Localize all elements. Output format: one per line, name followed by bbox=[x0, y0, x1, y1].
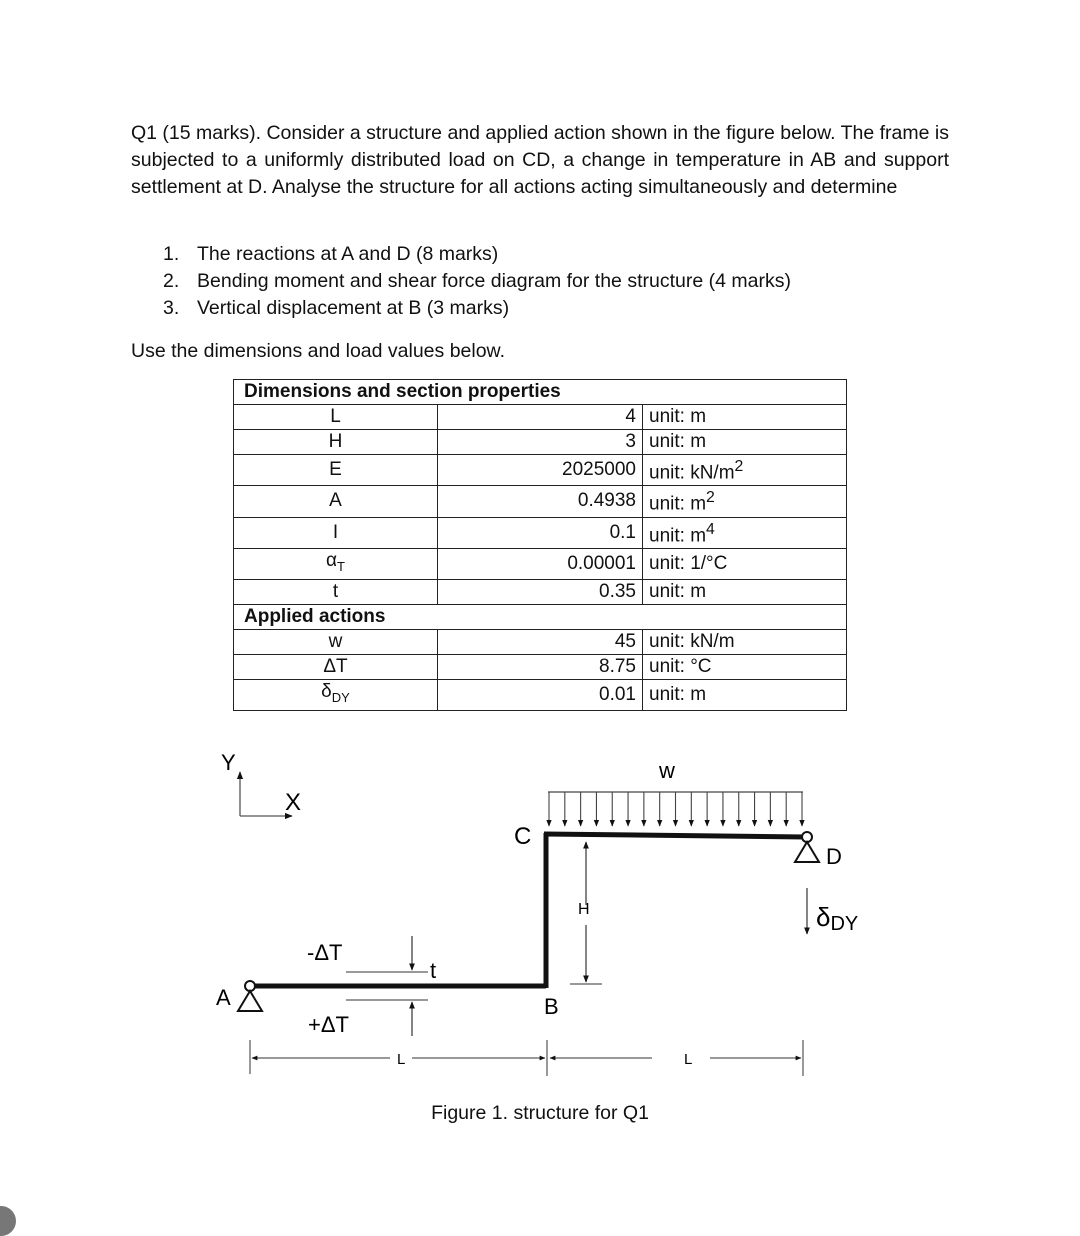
symbol-text: α bbox=[326, 549, 338, 571]
unit-cell bbox=[643, 455, 847, 486]
pin-support-d bbox=[795, 832, 842, 869]
height-dimension bbox=[570, 842, 602, 984]
task-item bbox=[163, 268, 791, 295]
symbol-cell: ΔT bbox=[234, 654, 438, 679]
symbol-cell: A bbox=[234, 486, 438, 517]
node-b-label: B bbox=[544, 994, 559, 1019]
symbol-subscript: DY bbox=[331, 689, 350, 705]
actions-heading: Applied actions bbox=[234, 604, 847, 629]
node-d-label: D bbox=[826, 844, 842, 869]
table-section-row bbox=[234, 604, 847, 629]
figure-caption-text: Figure 1. structure for Q1 bbox=[431, 1102, 649, 1124]
unit-exponent: 2 bbox=[706, 489, 715, 507]
table-row bbox=[234, 679, 847, 710]
settlement-subscript: DY bbox=[830, 913, 859, 935]
height-label: H bbox=[578, 901, 590, 918]
unit-cell: unit: °C bbox=[643, 654, 847, 679]
value-cell: 2025000 bbox=[438, 455, 643, 486]
settlement-label bbox=[816, 902, 858, 935]
pin-d-triangle bbox=[795, 842, 819, 862]
symbol-cell: H bbox=[234, 430, 438, 455]
node-a-label: A bbox=[216, 985, 231, 1010]
minus-delta-t-label: -ΔT bbox=[307, 940, 343, 965]
pin-a-triangle bbox=[238, 991, 262, 1011]
page-corner-decoration bbox=[0, 1206, 16, 1236]
table-row bbox=[234, 430, 847, 455]
member-cd bbox=[544, 834, 805, 837]
thickness-label: t bbox=[430, 958, 437, 983]
settlement-symbol: δ bbox=[816, 902, 831, 932]
span2-label: L bbox=[684, 1051, 693, 1068]
table-row bbox=[234, 548, 847, 579]
unit-exponent: 4 bbox=[706, 520, 715, 538]
table-row bbox=[234, 517, 847, 548]
plus-delta-t-label: +ΔT bbox=[308, 1012, 349, 1037]
task-list bbox=[163, 241, 791, 322]
load-w-label: w bbox=[659, 758, 675, 783]
unit-cell bbox=[643, 517, 847, 548]
use-values-text: Use the dimensions and load values below. bbox=[131, 340, 505, 362]
symbol-text: δ bbox=[321, 680, 332, 702]
value-cell: 0.35 bbox=[438, 579, 643, 604]
unit-cell bbox=[643, 486, 847, 517]
symbol-cell: L bbox=[234, 405, 438, 430]
table-section-row bbox=[234, 380, 847, 405]
unit-text: unit: m bbox=[649, 493, 707, 515]
symbol-cell bbox=[234, 679, 438, 710]
table-row bbox=[234, 654, 847, 679]
value-cell: 3 bbox=[438, 430, 643, 455]
structure-figure bbox=[0, 730, 1080, 1100]
settlement-indicator bbox=[807, 888, 858, 935]
symbol-cell: I bbox=[234, 517, 438, 548]
task-number: 3. bbox=[163, 297, 180, 319]
symbol-cell: w bbox=[234, 629, 438, 654]
axis-y-label: Y bbox=[221, 750, 236, 775]
figure-caption bbox=[0, 1102, 1080, 1125]
span-dimensions bbox=[250, 1040, 803, 1076]
table-row bbox=[234, 579, 847, 604]
table-row bbox=[234, 405, 847, 430]
value-cell: 8.75 bbox=[438, 654, 643, 679]
unit-text: unit: kN/m bbox=[649, 462, 735, 484]
symbol-cell: E bbox=[234, 455, 438, 486]
task-text: Bending moment and shear force diagram for the structure (4 marks) bbox=[197, 270, 791, 292]
properties-table bbox=[233, 379, 847, 711]
unit-cell: unit: m bbox=[643, 679, 847, 710]
unit-cell: unit: 1/°C bbox=[643, 548, 847, 579]
symbol-cell bbox=[234, 548, 438, 579]
unit-cell: unit: m bbox=[643, 579, 847, 604]
task-item bbox=[163, 241, 791, 268]
value-cell: 0.00001 bbox=[438, 548, 643, 579]
symbol-cell: t bbox=[234, 579, 438, 604]
node-c-label: C bbox=[514, 823, 532, 850]
unit-cell: unit: m bbox=[643, 430, 847, 455]
axis-x-label: X bbox=[285, 789, 302, 816]
value-cell: 0.01 bbox=[438, 679, 643, 710]
question-intro: Q1 (15 marks). Consider a structure and applied action shown in the figure below. The frame is subjected to a uniformly distributed load on CD, a change in temperature in AB and support settlement at D. Analyse the structure for all actions acting simultaneously and determine bbox=[131, 122, 949, 198]
span1-label: L bbox=[397, 1051, 406, 1068]
value-cell: 4 bbox=[438, 405, 643, 430]
value-cell: 0.1 bbox=[438, 517, 643, 548]
task-item bbox=[163, 295, 791, 322]
dimensions-heading: Dimensions and section properties bbox=[234, 380, 847, 405]
value-cell: 45 bbox=[438, 629, 643, 654]
task-number: 2. bbox=[163, 270, 180, 292]
pin-support-a bbox=[216, 981, 262, 1011]
table-row bbox=[234, 486, 847, 517]
unit-text: unit: m bbox=[649, 524, 707, 546]
global-axes bbox=[221, 750, 301, 816]
task-text: Vertical displacement at B (3 marks) bbox=[197, 297, 510, 319]
task-text: The reactions at A and D (8 marks) bbox=[197, 243, 499, 265]
load-arrows bbox=[549, 792, 802, 826]
table-row bbox=[234, 455, 847, 486]
unit-exponent: 2 bbox=[734, 458, 744, 475]
symbol-subscript: T bbox=[337, 558, 345, 574]
value-cell: 0.4938 bbox=[438, 486, 643, 517]
unit-cell: unit: kN/m bbox=[643, 629, 847, 654]
task-number: 1. bbox=[163, 243, 180, 265]
unit-cell: unit: m bbox=[643, 405, 847, 430]
table-row bbox=[234, 629, 847, 654]
distributed-load bbox=[548, 758, 803, 826]
